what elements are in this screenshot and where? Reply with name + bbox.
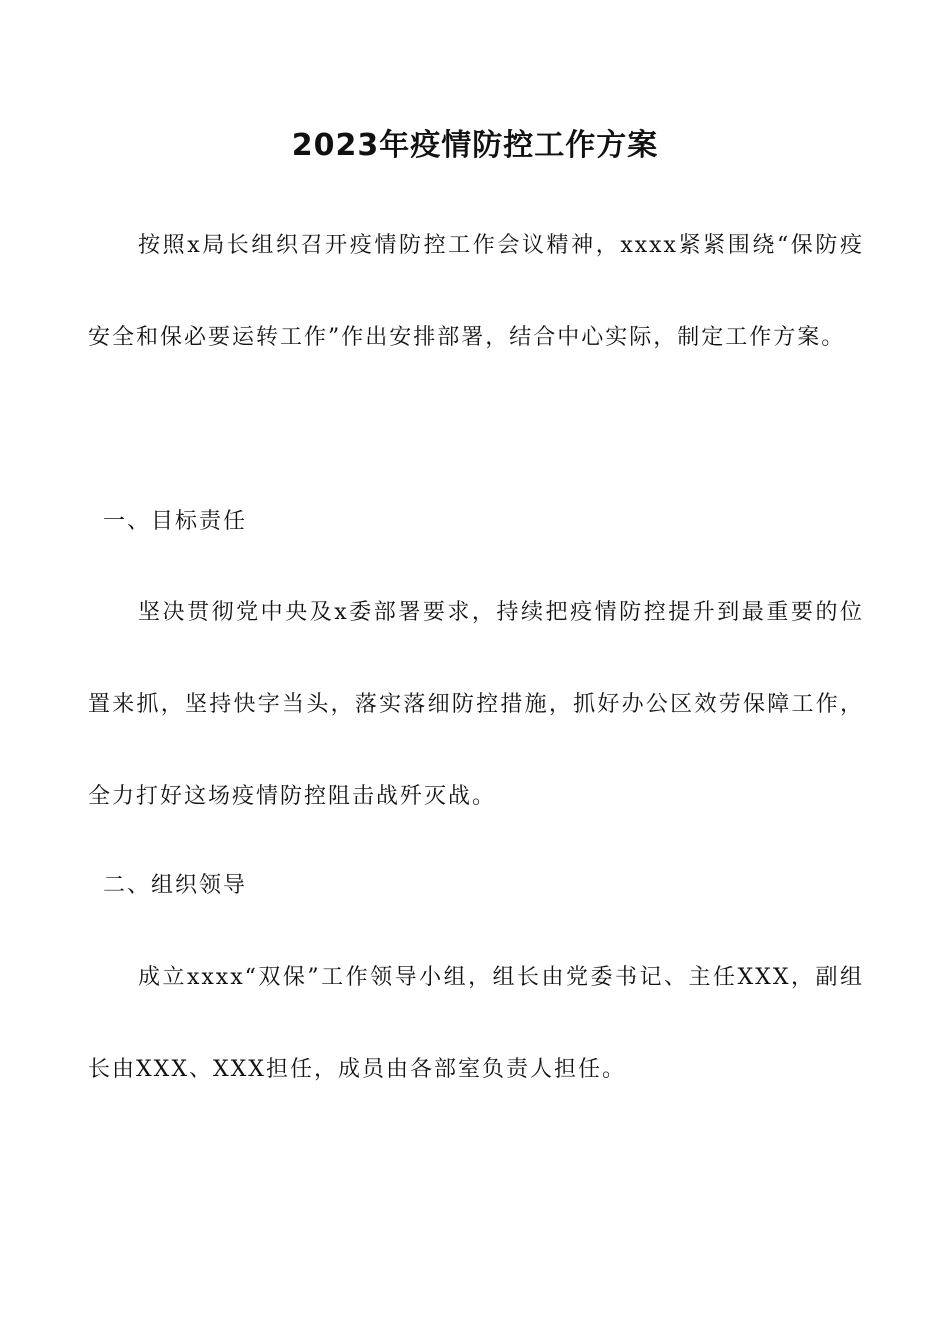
document-title: 2023年疫情防控工作方案	[291, 128, 659, 163]
paragraph-intro: 按照x局长组织召开疫情防控工作会议精神，xxxx紧紧围绕“保防疫安全和保必要运转工作”作出安排部署，结合中心实际，制定工作方案。	[88, 233, 864, 350]
section-heading-goals: 一、目标责任	[103, 509, 248, 534]
section-heading-organization: 二、组织领导	[103, 873, 248, 898]
paragraph-goals: 坚决贯彻党中央及x委部署要求，持续把疫情防控提升到最重要的位置来抓，坚持快字当头，落实落细防控措施，抓好办公区效劳保障工作，全力打好这场疫情防控阻击战歼灭战。	[88, 600, 864, 809]
paragraph-organization: 成立xxxx“双保”工作领导小组，组长由党委书记、主任XXX，副组长由XXX、XXX担任，成员由各部室负责人担任。	[88, 965, 864, 1082]
